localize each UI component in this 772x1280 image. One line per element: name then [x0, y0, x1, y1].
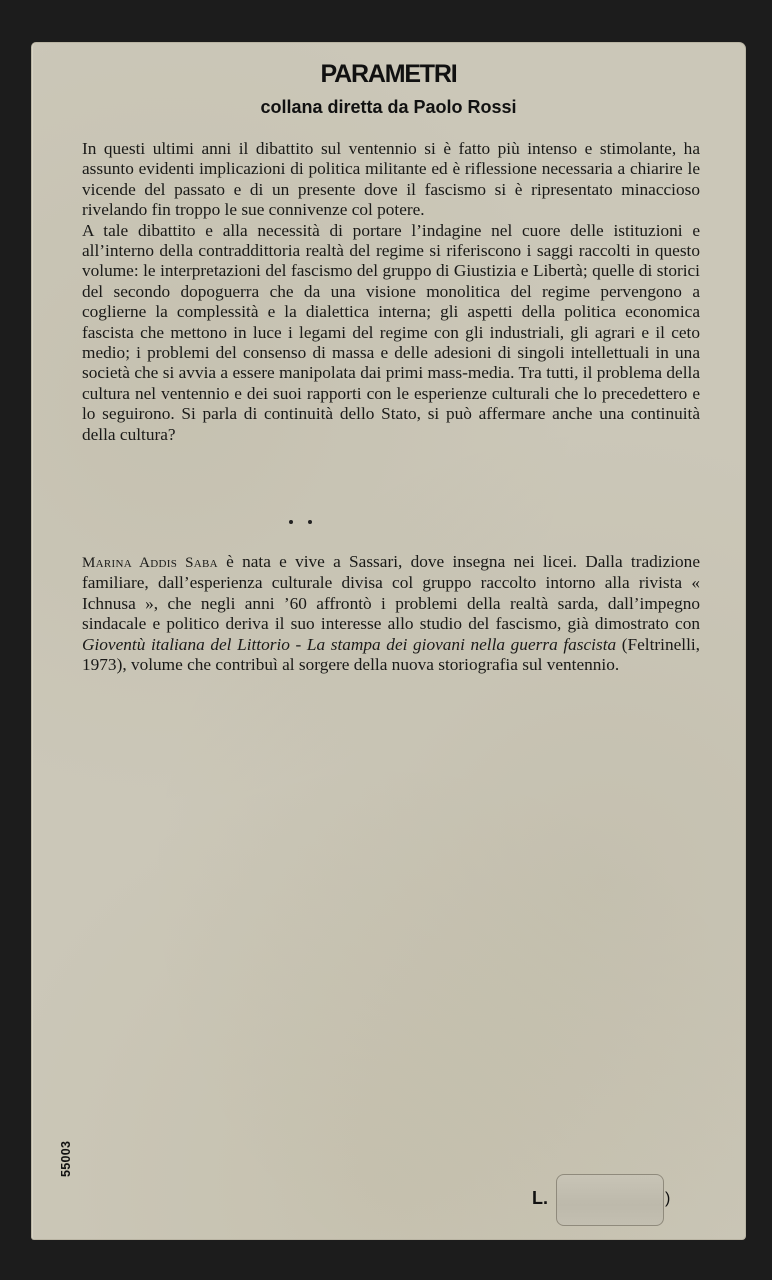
author-name: Marina Addis Saba [82, 555, 218, 571]
author-bio-text-1: è nata e vive a Sassari, dove insegna nei licei. Dalla tradizione familiare, dall’esperienza culturale divisa col gruppo raccolto intorno alla rivista « Ichnusa », che negli anni ’60 affrontò i problemi della realtà sarda, dall’impegno sindacale e politico deriva il suo interesse allo studio del fascismo, già dimostrato con [82, 552, 700, 634]
series-subtitle: collana diretta da Paolo Rossi [260, 97, 517, 117]
author-bio-text-2: (Feltrinelli, 1973), volume che contribuì al sorgere della nuova storiografia sul ventennio. [82, 634, 700, 675]
blurb-paragraph-1: In questi ultimi anni il dibattito sul ventennio si è fatto più intenso e stimolante, ha assunto evidenti implicazioni di politica militante ed è riflessione necessaria a chiarire le vicende del passato e di un presente dove il fascismo si è ripresentato minaccioso rivelando fin troppo le sue connivenze col potere. [82, 139, 700, 220]
price-close-paren: ) [665, 1190, 671, 1207]
blurb-paragraph-2: A tale dibattito e alla necessità di portare l’indagine nel cuore delle istituzioni e all’interno della contraddittoria realtà del regime si riferiscono i saggi raccolti in questo volume: le interpretazioni del fascismo del gruppo di Giustizia e Libertà; quelle di storici del secondo dopoguerra che da una visione monolitica del regime pervengono a coglierne la complessità e la dialettica interna; gli aspetti della politica economica fascista che mettono in luce i legami del regime con gli industriali, gli agrari e il ceto medio; i problemi del consenso di massa e delle adesioni di singoli intellettuali in una società che si avvia a essere manipolata dai primi mass-media. Tra tutti, il problema della cultura nel ventennio e dei suoi rapporti con le esperienze culturali che lo precedettero e lo seguirono. Si parla di continuità dello Stato, si può affermare anche una continuità della cultura? [82, 220, 700, 444]
series-title: PARAMETRI [320, 60, 457, 88]
catalog-number: 55003 [59, 1140, 73, 1177]
dots-separator [289, 520, 319, 526]
price-sticker [556, 1174, 664, 1226]
author-bio [82, 552, 700, 675]
separator-dot [289, 520, 293, 524]
author-book-title: Gioventù italiana del Littorio - La stampa dei giovani nella guerra fascista [82, 634, 617, 654]
blurb [82, 139, 700, 445]
book-back-cover [31, 42, 746, 1240]
author-bio-paragraph [82, 552, 700, 675]
separator-dot [308, 520, 312, 524]
price-area [532, 1174, 682, 1226]
price-label: L. [532, 1188, 548, 1208]
